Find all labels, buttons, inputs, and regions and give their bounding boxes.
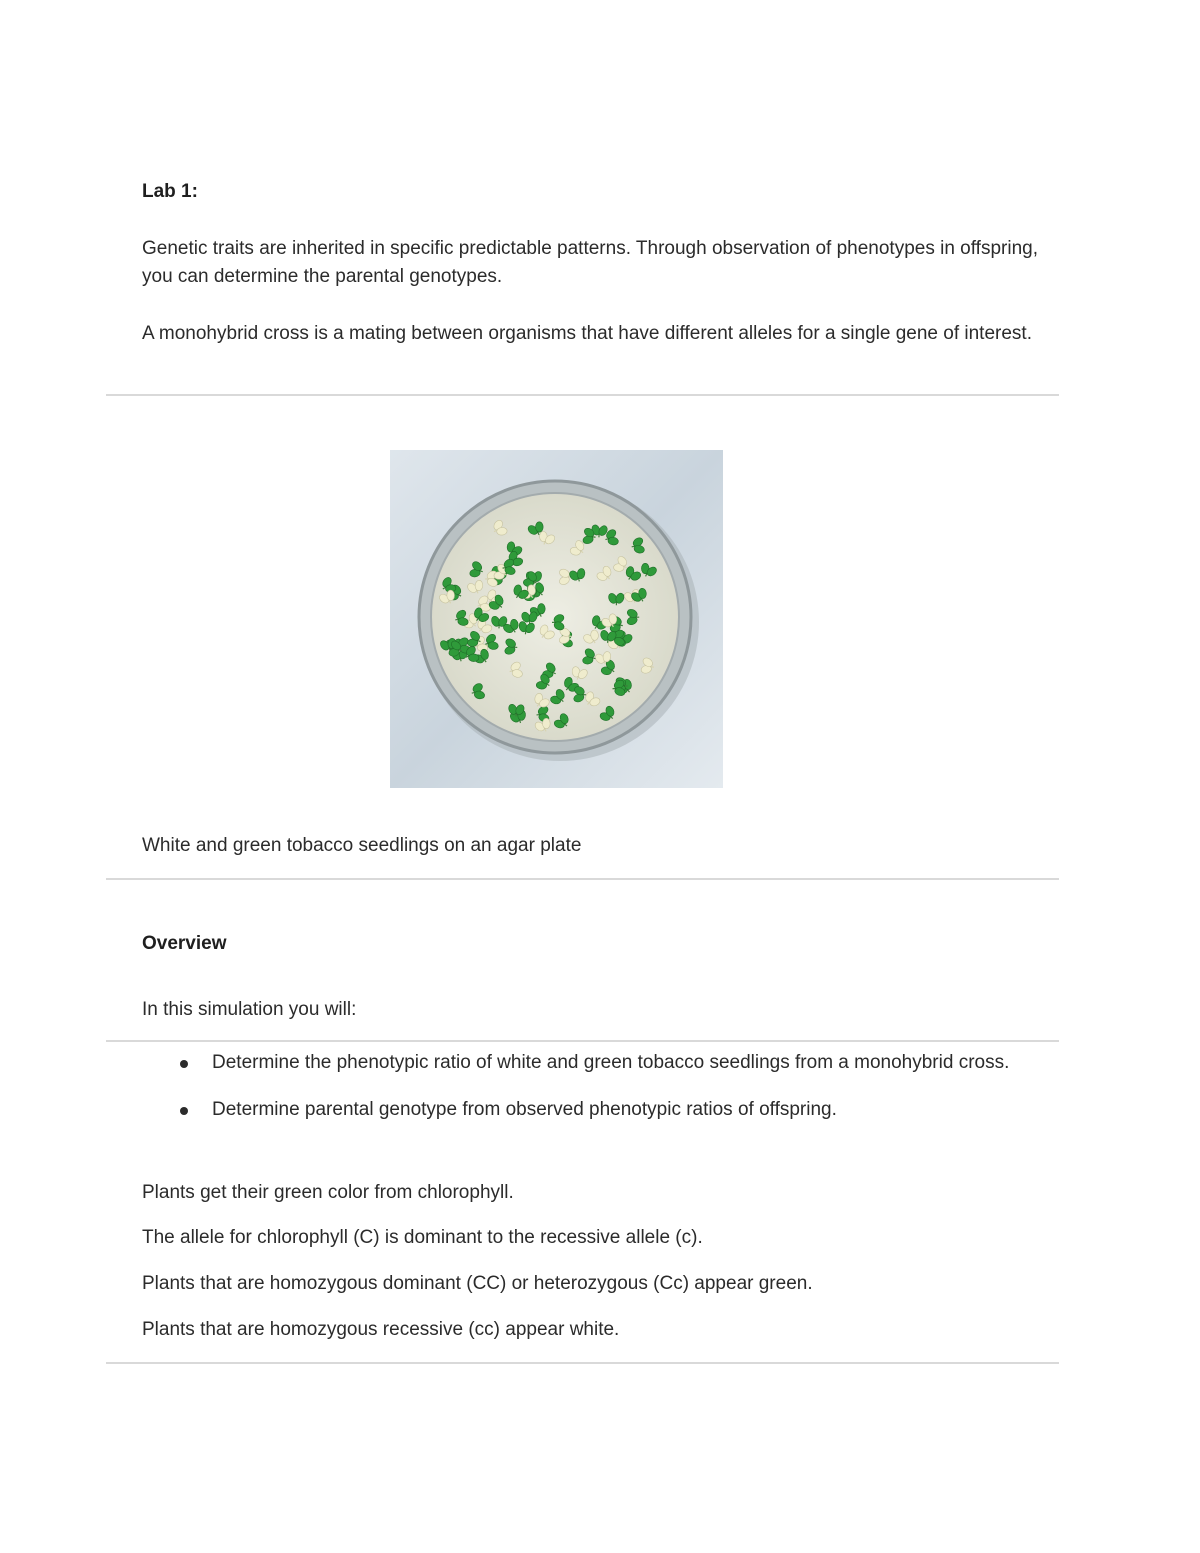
chlorophyll-paragraph: Plants get their green color from chlorophyll. <box>142 1182 514 1203</box>
petri-dish-illustration <box>390 450 723 788</box>
intro-paragraph-2: A monohybrid cross is a mating between organisms that have different alleles for a single gene of interest. <box>142 323 1032 344</box>
dominance-paragraph: The allele for chlorophyll (C) is dominant to the recessive allele (c). <box>142 1227 703 1248</box>
list-item-text: Determine the phenotypic ratio of white and green tobacco seedlings from a monohybrid cross. <box>212 1052 1010 1073</box>
bullet-icon <box>180 1060 188 1068</box>
seedling-leaf <box>447 590 455 601</box>
list-item <box>142 1096 1032 1124</box>
list-item-text: Determine parental genotype from observed phenotypic ratios of offspring. <box>212 1099 837 1120</box>
section-divider <box>106 394 1059 396</box>
page-title: Lab 1: <box>142 181 198 202</box>
list-item <box>142 1049 1032 1077</box>
seedling-leaf <box>468 654 479 662</box>
green-genotype-paragraph: Plants that are homozygous dominant (CC) or heterozygous (Cc) appear green. <box>142 1273 813 1294</box>
section-divider <box>106 1362 1059 1364</box>
overview-lead: In this simulation you will: <box>142 999 357 1020</box>
section-divider <box>106 1040 1059 1042</box>
white-genotype-paragraph: Plants that are homozygous recessive (cc) appear white. <box>142 1319 620 1340</box>
figure-caption: White and green tobacco seedlings on an agar plate <box>142 835 582 856</box>
petri-dish-image <box>390 450 723 788</box>
seedling-leaf <box>538 603 546 614</box>
seedling-leaf <box>543 718 551 728</box>
bullet-icon <box>180 1107 188 1115</box>
section-divider <box>106 878 1059 880</box>
objectives-list <box>142 1049 1042 1124</box>
intro-paragraph-1: Genetic traits are inherited in specific predictable patterns. Through observation of phenotypes in offspring, you can determine the parental genotypes. <box>142 238 1038 287</box>
seedling-leaf <box>536 522 544 532</box>
overview-title: Overview <box>142 933 227 954</box>
